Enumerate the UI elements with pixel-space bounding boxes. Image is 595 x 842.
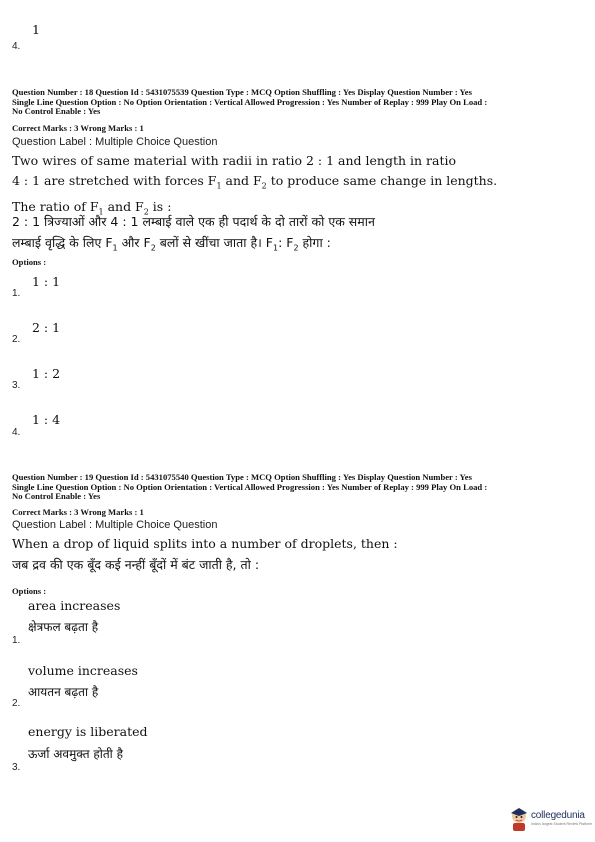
q19-option-3-english: energy is liberated — [28, 724, 148, 739]
q18-option-2-value: 2 : 1 — [32, 320, 61, 335]
collegedunia-logo — [509, 806, 593, 832]
q19-meta-line1: Question Number : 19 Question Id : 5431075540 Question Type : MCQ Option Shuffling : Yes Display Question Number : Yes — [12, 472, 472, 482]
logo-tagline: India's largest Student Review Platform — [531, 822, 592, 826]
q18-options-label: Options : — [12, 257, 47, 267]
q19-question-label: Question Label : Multiple Choice Question — [12, 519, 218, 531]
q18-option-4-number: 4. — [12, 427, 21, 438]
q19-meta-line2: Single Line Question Option : No Option Orientation : Vertical Allowed Progression : Yes Number of Replay : 999 Play On Load : — [12, 481, 488, 492]
q18-option-4-value: 1 : 4 — [32, 412, 61, 427]
q19-option-2-english: volume increases — [28, 663, 138, 678]
q19-option-2-number: 2. — [12, 698, 21, 709]
q18-option-2-number: 2. — [12, 334, 21, 345]
q18-meta-line3: No Control Enable : Yes — [12, 106, 101, 117]
q18-option-3-number: 3. — [12, 380, 21, 391]
q18-marks: Correct Marks : 3 Wrong Marks : 1 — [12, 123, 144, 133]
q18-meta — [12, 88, 590, 117]
q18-meta-line1: Question Number : 18 Question Id : 5431075539 Question Type : MCQ Option Shuffling : Yes Display Question Number : Yes — [12, 87, 472, 97]
logo-name: collegedunia — [531, 810, 585, 821]
q19-option-1-number: 1. — [12, 635, 21, 646]
q18-question-label: Question Label : Multiple Choice Question — [12, 136, 218, 148]
q19-hindi-text: जब द्रव की एक बूँद कई नन्हीं बूँदों में बंट जाती है, तो : — [12, 557, 260, 572]
q19-option-2-hindi: आयतन बढ़ता है — [28, 685, 99, 699]
q18-option-1-number: 1. — [12, 288, 21, 299]
q19-meta-line3: No Control Enable : Yes — [12, 491, 101, 502]
q19-option-1-english: area increases — [28, 598, 121, 613]
q19-option-1-hindi: क्षेत्रफल बढ़ता है — [28, 620, 99, 634]
prev-option-value: 1 — [32, 22, 40, 37]
q18-hindi-line1: 2 : 1 त्रिज्याओं और 4 : 1 लम्बाई वाले एक ही पदार्थ के दो तारों को एक समान — [12, 214, 375, 229]
q19-option-3-number: 3. — [12, 762, 21, 773]
q19-marks: Correct Marks : 3 Wrong Marks : 1 — [12, 507, 144, 517]
q19-options-label: Options : — [12, 586, 47, 596]
q18-meta-line2: Single Line Question Option : No Option Orientation : Vertical Allowed Progression : Yes Number of Replay : 999 Play On Load : — [12, 96, 488, 107]
q18-option-1-value: 1 : 1 — [32, 274, 61, 289]
q18-text-line1: Two wires of same material with radii in ratio 2 : 1 and length in ratio — [12, 153, 457, 168]
prev-option-number: 4. — [12, 41, 21, 52]
q18-option-3-value: 1 : 2 — [32, 366, 61, 381]
q18-hindi-line2: लम्बाई वृद्धि के लिए $F_1$ और $F_2$ बलों से खींचा जाता है। $F_1$: $F_2$ होगा : — [12, 235, 331, 253]
q19-option-3-hindi: ऊर्जा अवमुक्त होती है — [28, 747, 123, 761]
mascot-icon — [509, 807, 529, 831]
q18-text-line3: The ratio of $F_1$ and $F_2$ is : — [12, 198, 172, 216]
q19-meta — [12, 473, 590, 502]
q18-text-line2: 4 : 1 are stretched with forces $F_1$ and $F_2$ to produce same change in lengths. — [12, 173, 498, 191]
q18-question-text — [12, 151, 592, 222]
q19-question-text: When a drop of liquid splits into a number of droplets, then : — [12, 536, 398, 551]
